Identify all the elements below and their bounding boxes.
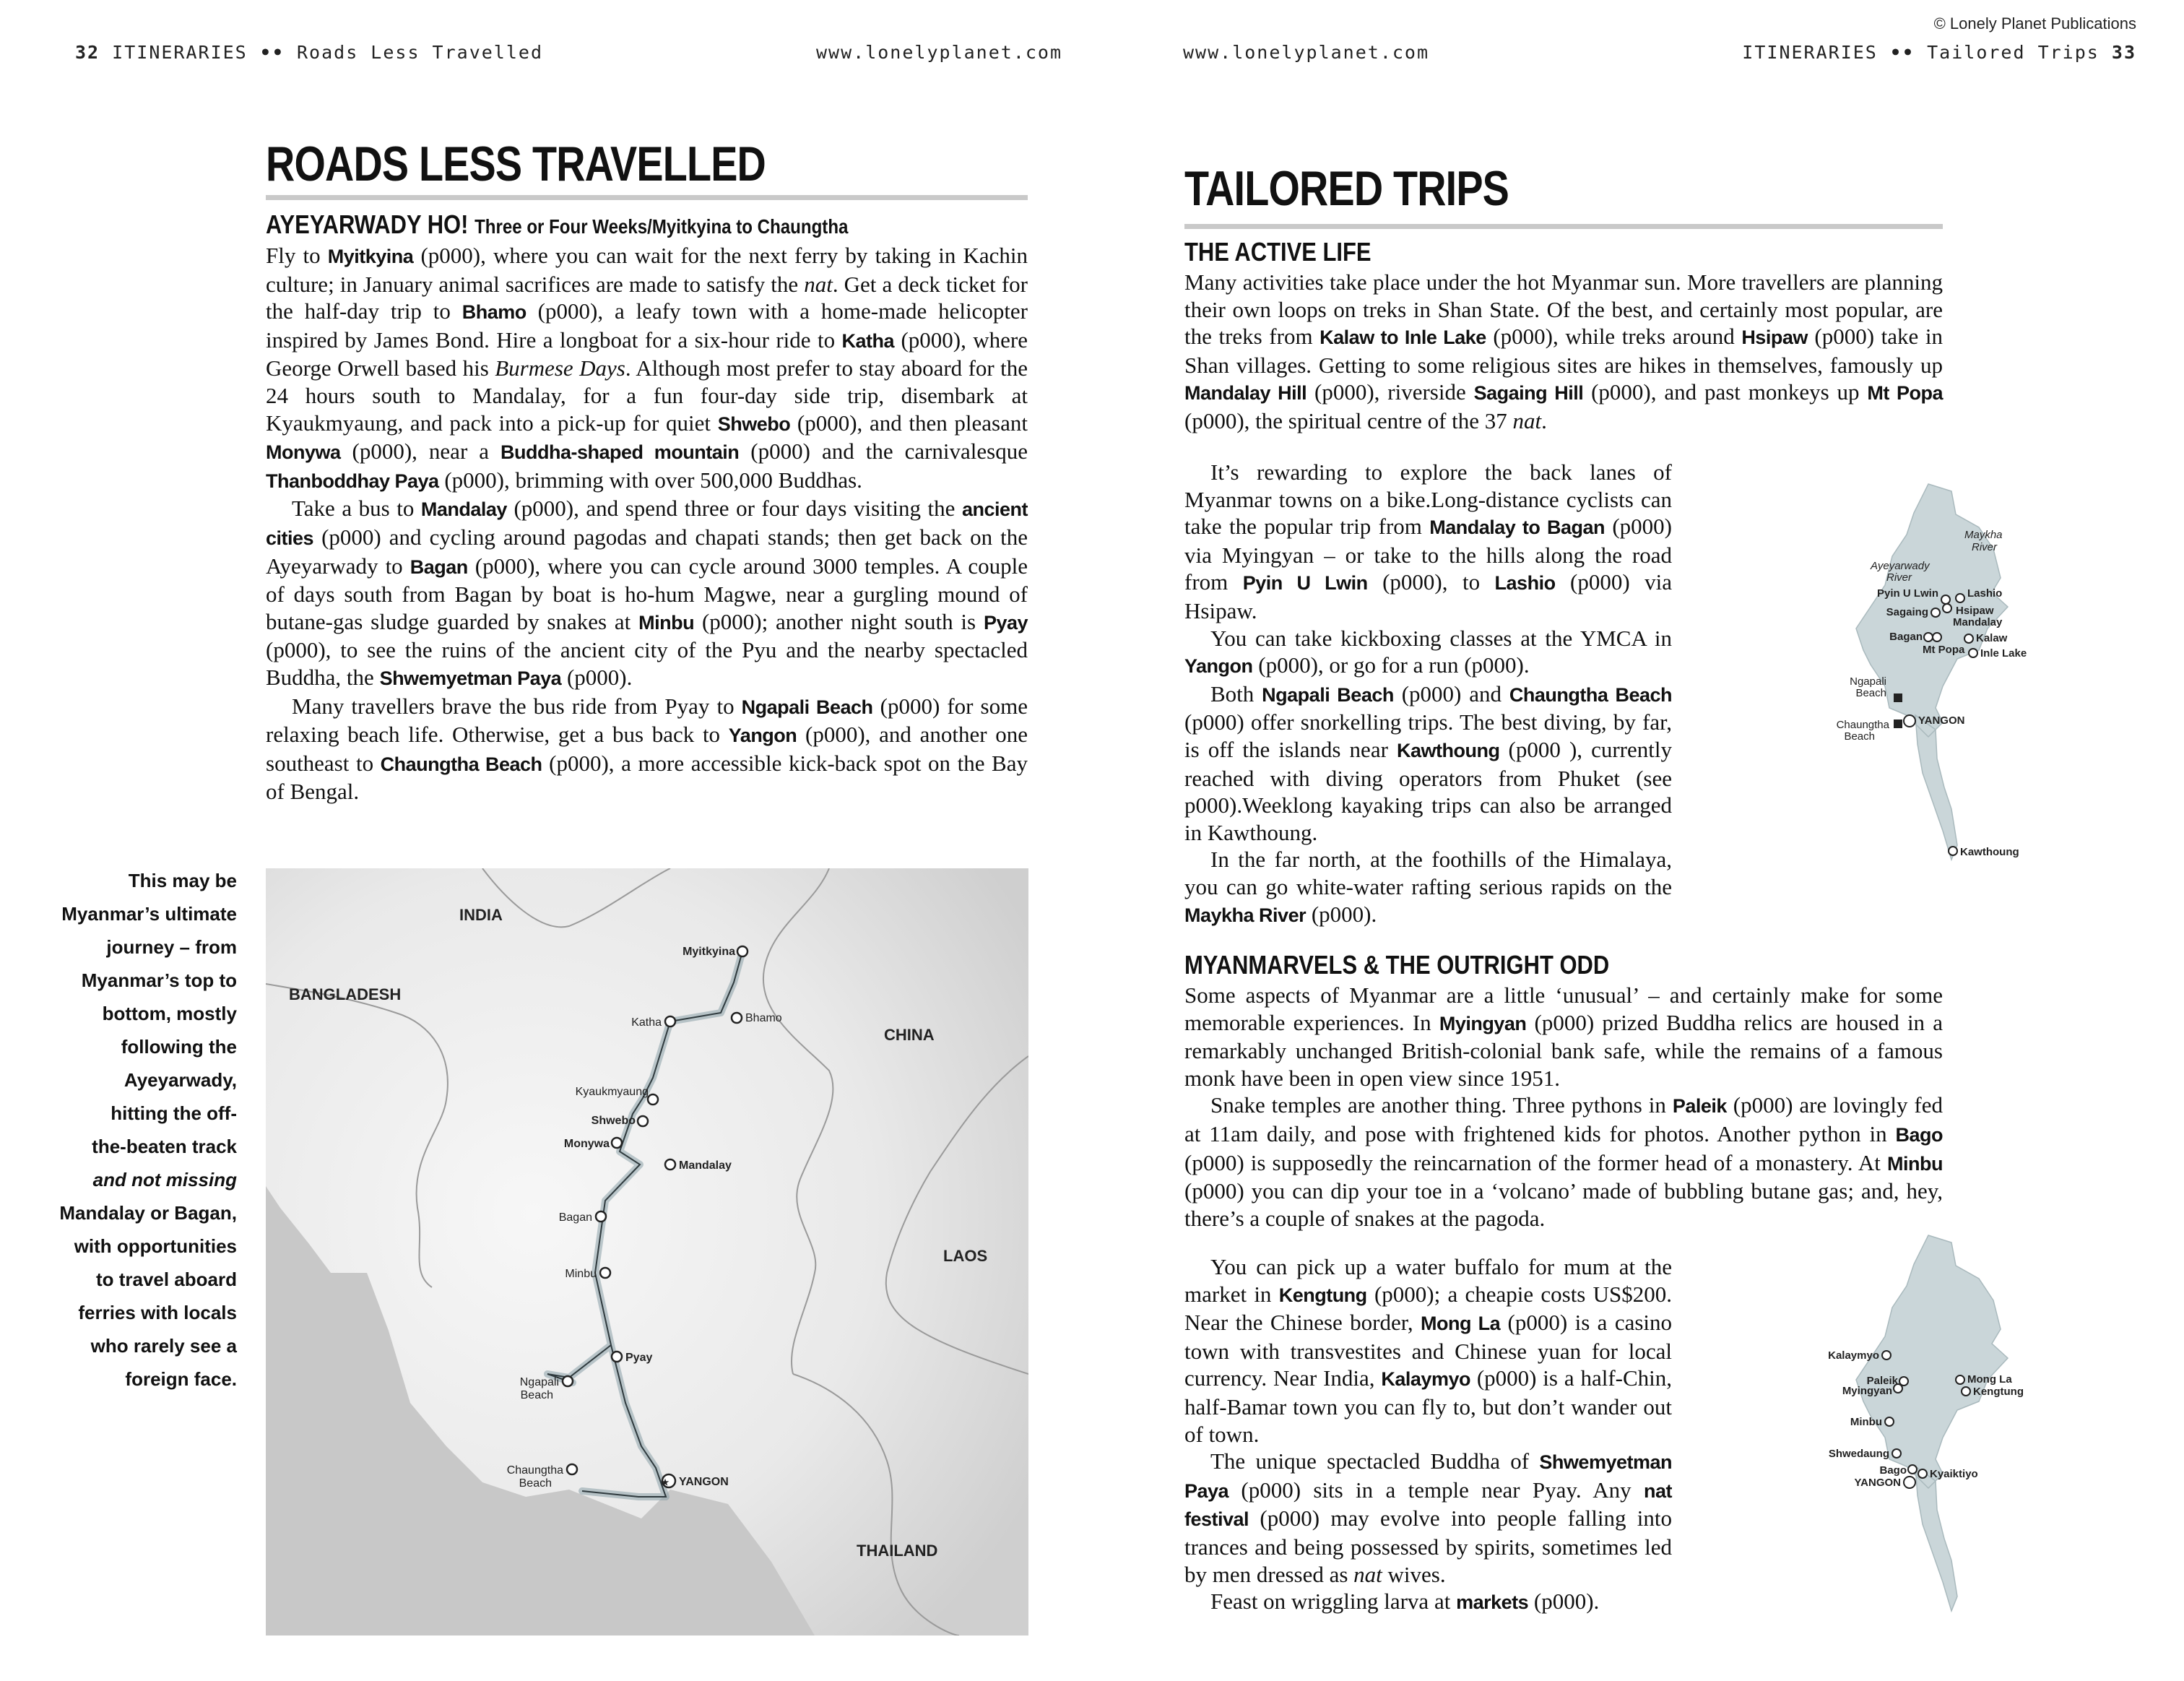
route-title: AYEYARWADY HO! (266, 209, 469, 239)
marker-monywa (612, 1138, 622, 1148)
left-separator: •• (259, 42, 285, 63)
left-page-heading: ROADS LESS TRAVELLED (266, 137, 766, 191)
map1-label-ayeyarwady-river: River (1886, 571, 1912, 584)
route-map (266, 868, 1028, 1635)
right-heading-rule (1184, 224, 1943, 229)
map1-marker-bagan (1924, 633, 1933, 641)
active-life-details: It’s rewarding to explore the back lanes of Myanmar towns on a bike.Long-distance cyclists can take the popular trip from Mandalay to Bagan (p000) via Myingyan – or take to the hills along the road from Pyin U Lwin (p000), to Lashio (p000) via Hsipaw. You can take kickboxing classes at the YMCA in Yangon (p000), or go for a run (p000). Both Ngapali Beach (p000) and Chaungtha Beach (p000) offer snorkelling trips. The best diving, by far, is off the islands near Kawthoung (p000 ), currently reached with diving operators from Phuket (see p000).Weeklong kayaking trips can also be arranged in Kawthoung. In the far north, at the foothills of the Himalaya, you can go white-water rafting serious rapids on the Maykha River (p000). (1184, 459, 1673, 927)
route-subtitle: Three or Four Weeks/Myitkyina to Chaungtha (474, 215, 849, 238)
route-sidebar-note: This may be Myanmar’s ultimate journey – from Myanmar’s top to bottom, mostly following the Ayeyarwady, hitting the off- the-beaten track and not missing Mandalay or Bagan, with opportunities to travel aboard ferries with locals who rarely see a foreign face. (59, 870, 237, 1390)
map1-label-ngapali-beach: Beach (1855, 687, 1886, 699)
map1-label-hsipaw: Hsipaw (1956, 605, 1994, 617)
country-label-thailand: THAILAND (857, 1542, 938, 1560)
map2-label-kyaiktiyo: Kyaiktiyo (1930, 1468, 1978, 1480)
map1-label-chaungtha-beach: Beach (1844, 730, 1875, 743)
map1-marker-sagaing (1931, 608, 1940, 617)
country-label-india: INDIA (459, 906, 503, 924)
map2-label-myingyan: Myingyan (1842, 1385, 1892, 1397)
country-label-china: CHINA (884, 1026, 935, 1044)
map2-marker-mongla (1956, 1375, 1964, 1384)
copyright-notice: © Lonely Planet Publications (1933, 14, 2136, 33)
label-bhamo: Bhamo (745, 1012, 782, 1024)
label-mandalay: Mandalay (679, 1159, 732, 1172)
right-page-heading: TAILORED TRIPS (1184, 161, 1509, 216)
map1-label-chaungtha: Chaungtha (1836, 719, 1889, 731)
map1-label-pyinulwin: Pyin U Lwin (1876, 587, 1938, 600)
map2-label-mongla: Mong La (1967, 1373, 2012, 1386)
left-url: www.lonelyplanet.com (816, 42, 1063, 63)
map1-marker-pyinulwin (1941, 595, 1950, 604)
left-heading-rule (266, 195, 1028, 200)
country-label-laos: LAOS (943, 1247, 988, 1265)
myanmarvels-heading: MYANMARVELS & THE OUTRIGHT ODD (1184, 950, 1610, 980)
map1-marker-mtpopa (1933, 633, 1941, 641)
map2-marker-bago (1908, 1465, 1917, 1474)
label-monywa: Monywa (563, 1138, 610, 1150)
marker-minbu (600, 1268, 610, 1278)
map1-marker-inlelake (1969, 649, 1977, 657)
marker-bhamo (732, 1013, 742, 1023)
marker-shwebo (638, 1116, 648, 1126)
map2-label-yangon: YANGON (1854, 1477, 1901, 1489)
label-myitkyina: Myitkyina (682, 946, 735, 958)
map2-label-shwedaung: Shwedaung (1828, 1448, 1889, 1460)
label-kyaukmyaung: Kyaukmyaung (575, 1086, 649, 1098)
map2-marker-kengtung (1962, 1387, 1970, 1396)
svg-text:★: ★ (661, 1477, 670, 1487)
myanmarvels-intro: Some aspects of Myanmar are a little ‘unusual’ – and certainly make for some memorable experiences. In Myingyan (p000) prized Buddha relics are housed in a remarkably unchanged British-colonial bank safe, while the remains of a famous monk have been in open view since 1951. Snake temples are another thing. Three pythons in Paleik (p000) are lovingly fed at 11am daily, and pose with frightened kids for photos. Another python in Bago (p000) is supposedly the reincarnation of the former head of a monastery. At Minbu (p000) you can dip your toe in a ‘volcano’ made of bubbling butane gas; and, hey, there’s a couple of snakes at the pagoda. (1184, 982, 1943, 1231)
myanmarvels-details: You can pick up a water buffalo for mum at the market in Kengtung (p000); a cheapie costs US$200. Near the Chinese border, Mong La (p000) is a casino town with transvestites and Chinese yuan for local currency. Near India, Kalaymyo (p000) is a half-Chin, half-Bamar town you can fly to, but don’t wander out of town. The unique spectacled Buddha of Shwemyetman Paya (p000) sits in a temple near Pyay. Any nat festival (p000) may evolve into people falling into trances and being possessed by spirits, sometimes led by men dressed as nat wives. Feast on wriggling larva at markets (p000). (1184, 1254, 1673, 1615)
marker-mandalay (665, 1159, 675, 1170)
label-minbu: Minbu (565, 1268, 597, 1280)
label-shwebo: Shwebo (591, 1115, 636, 1127)
map2-label-minbu: Minbu (1850, 1416, 1882, 1428)
route-description: Fly to Myitkyina (p000), where you can wait for the next ferry by taking in Kachin culture; in January animal sacrifices are made to satisfy the nat. Get a deck ticket for the half-day trip to Bhamo (p000), a leafy town with a home-made helicopter inspired by James Bond. Hire a longboat for a six-hour ride to Katha (p000), where George Orwell based his Burmese Days. Although most prefer to stay aboard for the 24 hours south to Mandalay, for a fun four-day side trip, disembark at Kyaukmyaung, and pack into a pick-up for quiet Shwebo (p000), and then pleasant Monywa (p000), near a Buddha-shaped mountain (p000) and the carnivalesque Thanboddhay Paya (p000), brimming with over 500,000 Buddhas. Take a bus to Mandalay (p000), and spend three or four days visiting the ancient cities (p000) and cycling around pagodas and chapati stands; then get back on the Ayeyarwady to Bagan (p000), where you can cycle around 3000 temples. A couple of days south from Bagan by boat is ho-hum Magwe, near a gurgling mound of butane-gas sludge guarded by snakes at Minbu (p000); another night south is Pyay (p000), to see the ruins of the ancient city of the Pyu and the nearby spectacled Buddha, the Shwemyetman Paya (p000). Many travellers brave the bus ride from Pyay to Ngapali Beach (p000) for some relaxing beach life. Otherwise, get a bus back to Yangon (p000), and another one southeast to Chaungtha Beach (p000), a more accessible kick-back spot on the Bay of Bengal. (266, 243, 1028, 805)
marker-bagan (596, 1211, 606, 1222)
map2-marker-kalaymyo (1882, 1351, 1891, 1360)
map1-marker-hsipaw (1943, 604, 1951, 613)
right-page-title: Tailored Trips (1927, 42, 2100, 63)
map2-label-kengtung: Kengtung (1973, 1386, 2024, 1398)
map2-label-bago: Bago (1879, 1464, 1907, 1477)
label-yangon: YANGON (679, 1476, 729, 1488)
route-heading (266, 209, 848, 240)
map1-marker-kawthoung (1949, 847, 1957, 855)
label-chaungtha: Chaungtha (506, 1464, 563, 1477)
marker-ngapali (563, 1376, 573, 1386)
left-page-number: 32 (75, 42, 100, 63)
map1-label-kalaw: Kalaw (1976, 632, 2008, 644)
map1-marker-kalaw (1964, 634, 1973, 643)
map1-label-mtpopa: Mt Popa (1923, 644, 1965, 656)
label-pyay: Pyay (625, 1352, 653, 1364)
marker-katha (665, 1016, 675, 1027)
map1-label-maykha: Maykha (1964, 529, 2003, 541)
marker-myitkyina (737, 946, 748, 956)
map1-marker-lashio (1956, 594, 1964, 602)
country-label-bangladesh: BANGLADESH (289, 985, 402, 1003)
marker-pyay (612, 1352, 622, 1362)
map1-label-lashio: Lashio (1967, 587, 2003, 600)
map1-beach-icon-ngapali (1894, 693, 1902, 702)
map1-label-ayeyarwady: Ayeyarwady (1871, 560, 1930, 572)
left-page-title: Roads Less Travelled (296, 42, 544, 63)
label-ngapali: Ngapali (519, 1376, 559, 1388)
map1-label-yangon: YANGON (1918, 714, 1965, 727)
map1-label-bagan: Bagan (1889, 631, 1923, 643)
map1-label-ngapali: Ngapali (1850, 675, 1886, 688)
marker-kyaukmyaung (648, 1094, 658, 1105)
map1-beach-icon-chaungtha (1894, 719, 1902, 728)
active-life-heading: THE ACTIVE LIFE (1184, 237, 1372, 267)
map1-marker-yangon (1904, 715, 1915, 727)
map2-label-paleik: Paleik (1866, 1375, 1898, 1387)
right-url: www.lonelyplanet.com (1183, 42, 1430, 63)
right-running-head (1742, 42, 2136, 63)
map1-label-maykha-river: River (1972, 541, 1998, 553)
map1-label-sagaing: Sagaing (1886, 606, 1928, 618)
label-katha: Katha (631, 1016, 662, 1029)
myanmarvels-map (1762, 1221, 2080, 1625)
marker-chaungtha (567, 1464, 577, 1474)
map2-marker-shwedaung (1892, 1449, 1901, 1458)
right-section-label: ITINERARIES (1742, 42, 1878, 63)
active-life-intro: Many activities take place under the hot Myanmar sun. More travellers are planning their own loops on treks in Shan State. Of the best, and certainly most popular, are the treks from Kalaw to Inle Lake (p000), while treks around Hsipaw (p000) take in Shan villages. Getting to some religious sites are hikes in themselves, famously up Mandalay Hill (p000), riverside Sagaing Hill (p000), and past monkeys up Mt Popa (p000), the spiritual centre of the 37 nat. (1184, 269, 1943, 433)
label-bagan: Bagan (558, 1211, 592, 1224)
map1-label-mandalay: Mandalay (1953, 616, 2003, 628)
left-running-head (75, 42, 543, 63)
map2-marker-yangon (1904, 1477, 1915, 1488)
map1-label-kawthoung: Kawthoung (1960, 846, 2019, 858)
right-separator: •• (1889, 42, 1915, 63)
label-ngapali-beach: Beach (520, 1389, 553, 1401)
active-life-map (1762, 470, 2080, 874)
left-section-label: ITINERARIES (112, 42, 248, 63)
right-page-number: 33 (2111, 42, 2136, 63)
label-chaungtha-beach: Beach (519, 1477, 552, 1490)
map2-marker-kyaiktiyo (1918, 1469, 1927, 1478)
map2-marker-minbu (1885, 1417, 1894, 1426)
map2-label-kalaymyo: Kalaymyo (1828, 1349, 1879, 1362)
map1-label-inlelake: Inle Lake (1980, 647, 2027, 660)
route-map-graphic (266, 868, 1028, 1635)
